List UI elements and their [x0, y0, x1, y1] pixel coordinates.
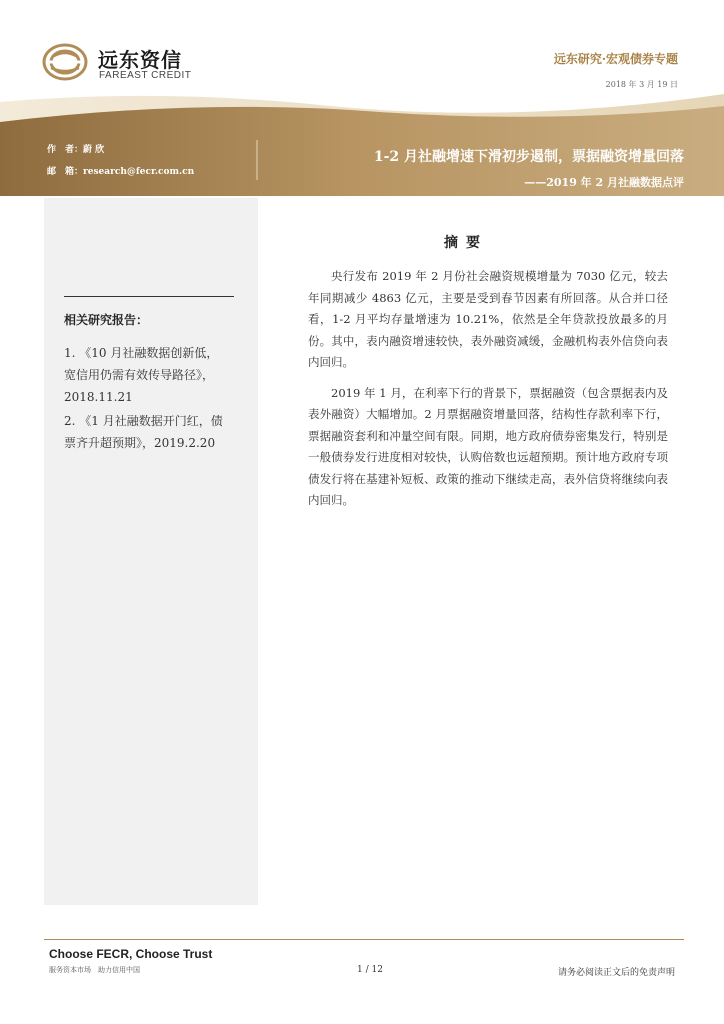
logo-chinese-name: 远东资信	[98, 48, 182, 72]
disclaimer-note: 请务必阅读正文后的免责声明	[557, 968, 675, 978]
related-report-line: 票齐升超预期》，2019.2.20	[64, 436, 216, 450]
related-report-line: 1. 《10 月社融数据创新低，	[64, 346, 219, 360]
related-reports-list	[64, 342, 242, 456]
fecr-logo-icon	[42, 42, 88, 82]
footer-slogan-chinese: 服务资本市场 助力信用中国	[49, 966, 140, 974]
abstract-paragraph: 2019 年 1 月，在利率下行的背景下，票据融资（包含票据表内及表外融资）大幅增加。2 月票据融资增量回落，结构性存款利率下行，票据融资套利和冲量空间有限。同期，地方政府债券密集发行，特别是一般债券发行进度相对较快，认购倍数也远超预期。预计地方政府专项债发行将在基建补短板、政策的推动下继续走高，表外信贷将继续向表内回归。	[308, 385, 668, 507]
abstract-paragraph: 央行发布 2019 年 2 月份社会融资规模增量为 7030 亿元，较去年同期减少 4863 亿元，主要是受到春节因素有所回落。从合并口径看，1-2 月平均存量增速为 10.21%，依然是全年贷款投放最多的月份。其中，表内融资增速较快，表外融资减缓，金融机构表外信贷向表内回归。	[308, 269, 668, 369]
logo-english-name: FAREAST CREDIT	[99, 70, 192, 81]
report-subtitle: ——2019 年 2 月社融数据点评	[524, 176, 684, 189]
email-line	[47, 164, 194, 177]
report-date: 2018 年 3 月 19 日	[605, 80, 678, 89]
abstract-heading: 摘要	[444, 235, 488, 251]
footer-divider	[44, 939, 684, 940]
related-reports-heading: 相关研究报告：	[64, 313, 149, 327]
email-address[interactable]: research@fecr.com.cn	[83, 167, 195, 177]
sidebar-panel	[44, 198, 258, 905]
page-number: 1 / 12	[357, 965, 383, 975]
email-label: 邮 箱：	[47, 167, 84, 177]
abstract-body	[308, 266, 668, 521]
related-report-line: 宽信用仍需有效传导路径》，	[64, 368, 215, 382]
report-series: 远东研究·宏观债券专题	[553, 52, 678, 66]
related-report-item[interactable]	[64, 342, 242, 408]
related-report-date: 2018.11.21	[64, 390, 133, 404]
author-name: 蔚 欣	[83, 145, 105, 155]
report-title: 1-2 月社融增速下滑初步遏制，票据融资增量回落	[373, 149, 684, 165]
author-label: 作 者：	[47, 145, 84, 155]
sidebar-divider	[64, 296, 234, 297]
footer-slogan-english: Choose FECR, Choose Trust	[49, 947, 213, 961]
related-report-line: 2. 《1 月社融数据开门红，债	[64, 414, 223, 428]
author-line	[47, 142, 104, 155]
related-report-item[interactable]	[64, 410, 242, 454]
